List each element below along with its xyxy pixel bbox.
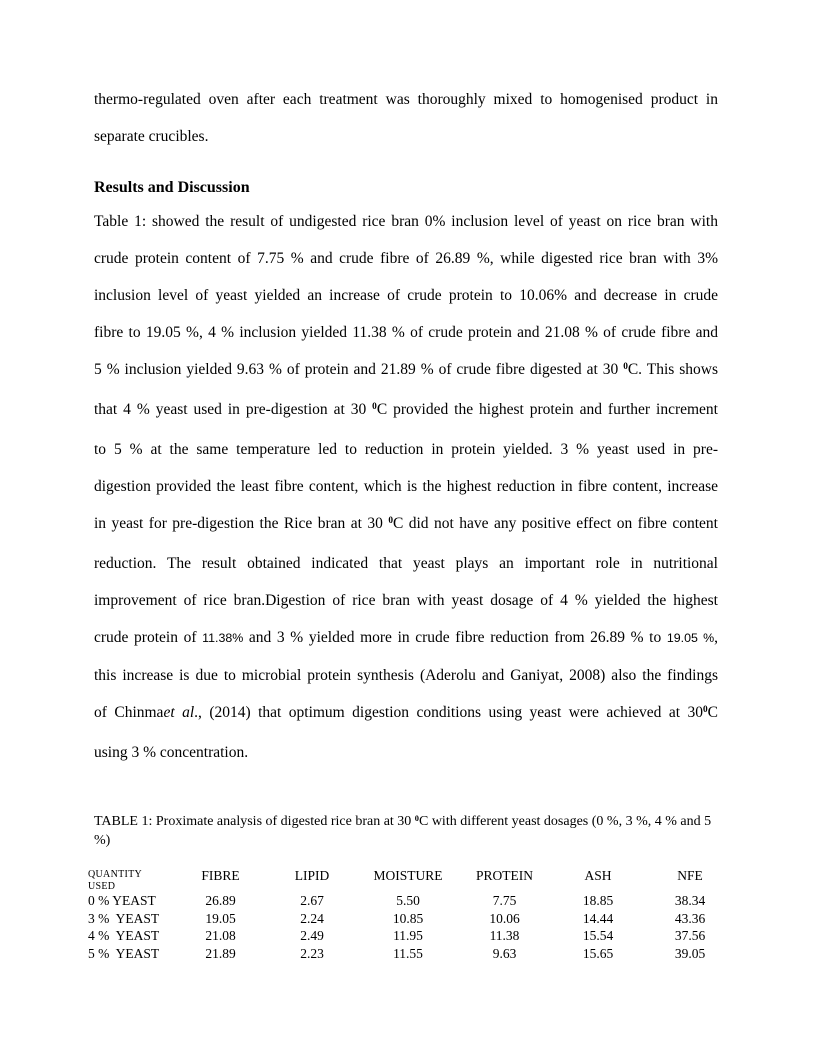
text-run: using 3 % concentration.: [94, 744, 249, 761]
text-run: that 4 % yeast used in pre-digestion at 30: [94, 401, 373, 418]
small-number: 19.05 %: [666, 631, 715, 645]
table-cell: 43.36: [674, 910, 706, 926]
table-header: [88, 869, 736, 893]
table-cell: 37.56: [674, 928, 706, 943]
table-cell: 15.54: [582, 928, 614, 943]
table-cell: 7.75: [492, 893, 517, 908]
column-header-protein: PROTEIN: [476, 868, 533, 883]
table-row: [88, 911, 736, 929]
text-run: separate crucibles.: [94, 128, 209, 145]
table-cell: 18.85: [582, 893, 614, 908]
table-header-row: [88, 869, 736, 893]
row-label: 4 % YEAST: [88, 928, 160, 943]
text-run: ., (2014) that optimum digestion conditions using yeast were achieved at 30: [194, 704, 703, 721]
text-line: [94, 545, 718, 582]
column-header-nfe: NFE: [677, 868, 703, 883]
text-line: [94, 314, 718, 351]
header-line: USED: [88, 880, 116, 892]
text-run: thermo-regulated oven after each treatment was thoroughly mixed to homogenised product in: [94, 91, 718, 108]
text-run: C: [707, 704, 718, 721]
text-run: 5 % inclusion yielded 9.63 % of protein and 21.89 % of crude fibre digested at 30: [94, 361, 624, 378]
table-cell: 26.89: [205, 893, 236, 908]
table-cell: 2.49: [300, 928, 324, 943]
table-body: [88, 893, 736, 963]
text-line: [94, 118, 718, 155]
table-cell: 11.38: [489, 928, 520, 943]
table-cell: 21.08: [205, 928, 236, 943]
text-run: improvement of rice bran.Digestion of rice bran with yeast dosage of 4 % yielded the highest: [94, 592, 718, 609]
text-line: [94, 734, 718, 771]
text-line: [94, 240, 718, 277]
text-run: inclusion level of yeast yielded an increase of crude protein to 10.06% and decrease in crude: [94, 287, 718, 304]
body-paragraph: [94, 203, 718, 771]
column-header-fibre: FIBRE: [201, 868, 240, 883]
table-cell: 39.05: [674, 945, 706, 961]
table-cell: 5.50: [396, 893, 420, 908]
superscript-degree: 0: [703, 705, 708, 716]
proximate-analysis-table: [88, 869, 736, 963]
text-run: crude protein content of 7.75 % and crude fibre of 26.89 %, while digested rice bran with 3%: [94, 250, 718, 267]
table-cell: 21.89: [205, 945, 236, 961]
text-run: reduction. The result obtained indicated that yeast plays an important role in nutritional: [94, 555, 718, 572]
row-label: 5 % YEAST: [88, 945, 160, 961]
row-label: 3 % YEAST: [88, 910, 160, 926]
text-run: digestion provided the least fibre content, which is the highest reduction in fibre content, increase: [94, 478, 718, 495]
table-cell: 2.24: [300, 910, 324, 926]
text-line: [94, 277, 718, 314]
text-run: in yeast for pre-digestion the Rice bran at 30: [94, 515, 389, 532]
text-run: of Chinma: [94, 704, 164, 721]
column-header-lipid: LIPID: [294, 868, 330, 883]
table-row: [88, 893, 736, 911]
text-run: and 3 % yielded more in crude fibre reduction from 26.89 % to: [243, 629, 667, 646]
text-line: [94, 694, 718, 734]
text-run: this increase is due to microbial protein synthesis (Aderolu and Ganiyat, 2008) also the findings: [94, 667, 718, 684]
text-run: C did not have any positive effect on fibre content: [392, 515, 718, 532]
text-run: TABLE 1: Proximate analysis of digested rice bran at 30: [94, 814, 415, 829]
text-run: C with different yeast dosages (0 %, 3 %, 4 % and 5 %): [94, 814, 712, 848]
text-line: [94, 351, 718, 391]
text-run: C. This shows: [627, 361, 718, 378]
text-run: C provided the highest protein and further increment: [376, 401, 718, 418]
text-line: [94, 81, 718, 118]
table-cell: 10.85: [392, 910, 424, 926]
superscript-degree: 0: [372, 402, 377, 413]
small-number: 11.38%: [202, 631, 244, 645]
header-line: QUANTITY: [88, 869, 143, 880]
table-cell: 2.23: [300, 945, 324, 961]
table-cell: 38.34: [674, 893, 706, 908]
text-line: [94, 582, 718, 619]
intro-paragraph: [94, 81, 718, 155]
table-cell: 11.95: [393, 928, 423, 943]
text-line: [94, 505, 718, 545]
table-cell: 11.55: [393, 945, 423, 961]
table-cell: 19.05: [205, 910, 236, 926]
table-cell: 2.67: [300, 893, 324, 908]
table-row: [88, 946, 736, 964]
superscript-degree: 0: [623, 362, 628, 373]
column-header-ash: ASH: [584, 868, 612, 883]
text-line: [94, 657, 718, 694]
text-run: fibre to 19.05 %, 4 % inclusion yielded 11.38 % of crude protein and 21.08 % of crude fibre and: [94, 324, 718, 341]
text-line: [94, 391, 718, 431]
italic-text: et al: [163, 704, 195, 721]
table-cell: 14.44: [582, 910, 614, 926]
superscript-degree: 0: [414, 813, 419, 823]
table-cell: 9.63: [492, 945, 517, 961]
column-header-moisture: MOISTURE: [373, 868, 443, 883]
text-run: crude protein of: [94, 629, 203, 646]
text-line: [94, 619, 718, 657]
text-run: ,: [714, 629, 718, 646]
text-run: to 5 % at the same temperature led to reduction in protein yielded. 3 % yeast used in pre-: [94, 441, 718, 458]
table-cell: 10.06: [489, 910, 520, 926]
table-cell: 15.65: [582, 945, 614, 961]
superscript-degree: 0: [388, 516, 393, 527]
table-caption: [94, 813, 718, 850]
text-run: Table 1: showed the result of undigested rice bran 0% inclusion level of yeast on rice bran with: [94, 213, 718, 230]
text-line: [94, 468, 718, 505]
column-header-quantity-used: [88, 869, 176, 893]
table-row: [88, 928, 736, 946]
text-line: [94, 431, 718, 468]
text-line: [94, 203, 718, 240]
section-heading: Results and Discussion: [94, 179, 250, 196]
row-label: 0 % YEAST: [88, 893, 156, 908]
